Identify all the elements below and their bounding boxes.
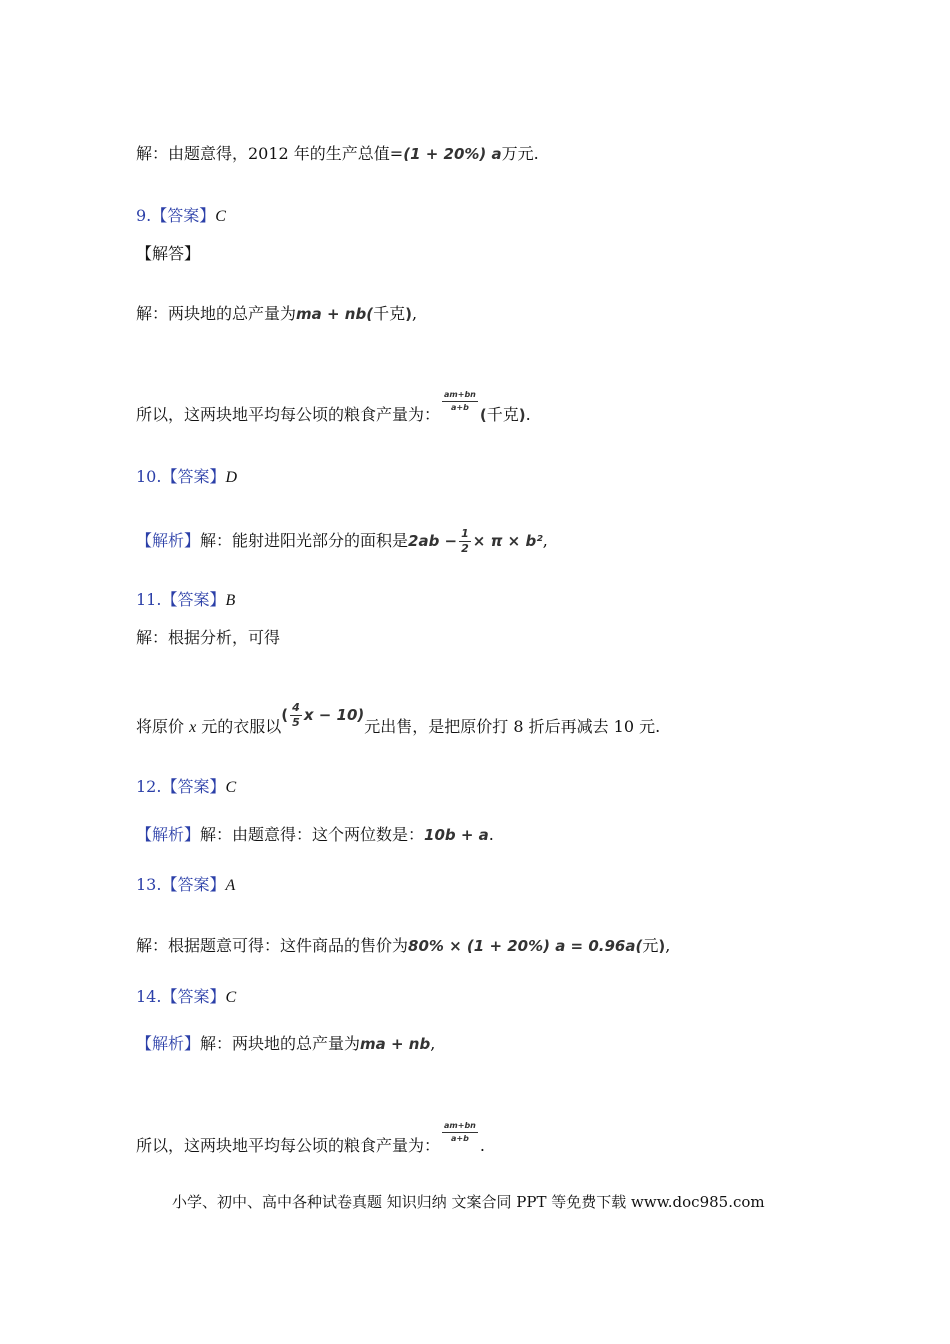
answer-heading-11: 11.【答案】B (136, 590, 236, 609)
fraction: $\frac{am+bn}{a+b}$ (444, 1121, 476, 1143)
answer-heading-10: 10.【答案】D (136, 467, 238, 486)
solution-tag: 【解答】 (136, 244, 201, 263)
answer-heading-12: 12.【答案】C (136, 777, 237, 796)
fraction: $\frac{am+bn}{a+b}$ (444, 390, 476, 412)
solution-line-13: 解：根据题意可得：这件商品的售价为80% × (1 + 20%) a = 0.96a(元), (136, 936, 671, 955)
solution-line-11b: 将原价 x 元的衣服以( $\frac{4}{5}$ x − 10)元出售，是把原价打 8 折后再减去 10 元. (136, 701, 661, 736)
solution-line-9b: 所以，这两块地平均每公顷的粮食产量为： $\frac{am+bn}{a+b}$ (千克). (136, 390, 531, 424)
solution-line-11a: 解：根据分析，可得 (136, 628, 281, 647)
fraction: $\frac{1}{2}$ (461, 527, 469, 555)
solution-line-8: 解：由题意得，2012 年的生产总值=(1 + 20%) a万元. (136, 144, 539, 163)
answer-heading-14: 14.【答案】C (136, 987, 237, 1006)
analysis-line-10: 【解析】解：能射进阳光部分的面积是2ab − $\frac{1}{2}$ × π × b², (136, 527, 548, 555)
math-expression: (1 + 20%) a (403, 145, 502, 163)
solution-line-9a: 解：两块地的总产量为ma + nb(千克), (136, 304, 418, 323)
math-expression: ( $\frac{4}{5}$ x − 10) (281, 701, 365, 729)
solution-line-14b: 所以，这两块地平均每公顷的粮食产量为： $\frac{am+bn}{a+b}$ . (136, 1121, 485, 1155)
answer-heading-9: 9.【答案】C (136, 206, 226, 225)
answer-heading-13: 13.【答案】A (136, 875, 236, 894)
analysis-line-14: 【解析】解：两块地的总产量为ma + nb, (136, 1034, 436, 1053)
analysis-line-12: 【解析】解：由题意得：这个两位数是：10b + a. (136, 825, 494, 844)
page-footer: 小学、初中、高中各种试卷真题 知识归纳 文案合同 PPT 等免费下载 www.doc985.com (172, 1193, 765, 1211)
